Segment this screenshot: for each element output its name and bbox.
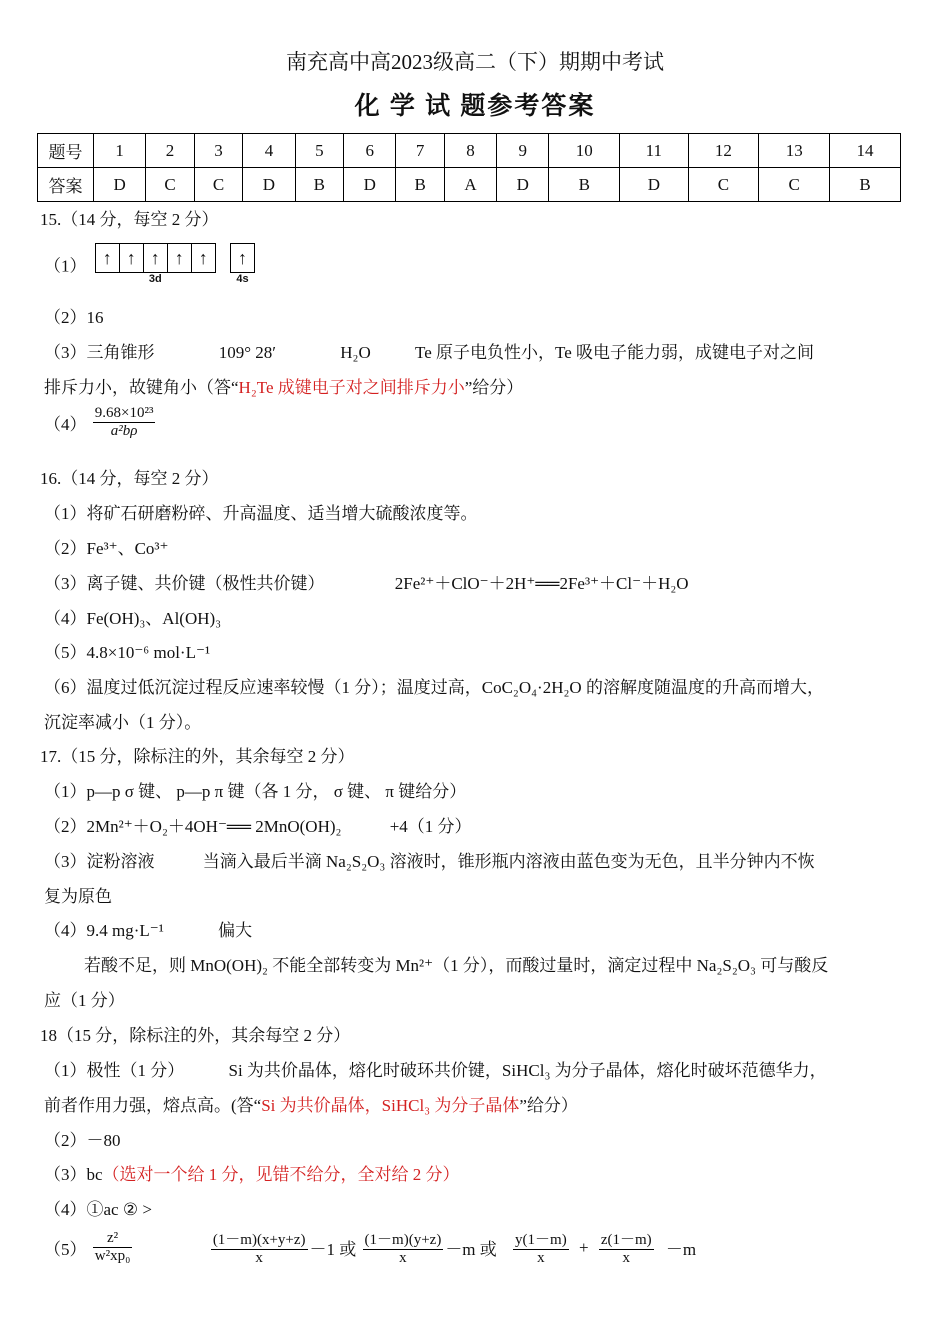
q17-p2-equation: （2）2Mn²⁺＋O₂＋4OH⁻══ 2MnO(OH)₂ xyxy=(44,817,342,836)
q17-p3-endpoint: 当滴入最后半滴 Na₂S₂O₃ 溶液时，锥形瓶内溶液由蓝色变为无色，且半分钟内不恢 xyxy=(202,852,815,871)
q18-p5-fraction-2 xyxy=(211,1228,308,1267)
q15-p4-fraction xyxy=(93,405,156,440)
q15-part3-line1 xyxy=(44,338,814,363)
q16-p3-bonds: （3）离子键、共价键（极性共价键） xyxy=(44,574,325,593)
q17-part4-explain-line2: 应（1 分） xyxy=(44,991,125,1010)
q16-part6-line2: 沉淀率减小（1 分）。 xyxy=(44,713,202,732)
fraction-denominator: w²xp₀ xyxy=(94,1248,131,1264)
q17-p4-error: 偏大 xyxy=(218,921,253,940)
q16-part5: （5）4.8×10⁻⁶ mol·L⁻¹ xyxy=(44,643,211,662)
q18-p5-label: （5） xyxy=(44,1240,87,1259)
q17-part4-explain-line1: 若酸不足，则 MnO(OH)₂ 不能全部转变为 Mn²⁺（1 分），而酸过量时，滴定过程中 Na₂S₂O₃ 可与酸反 xyxy=(84,956,829,975)
answer-cell: C xyxy=(146,168,195,202)
q15-p4-label: （4） xyxy=(44,415,87,434)
answer-key-title: 化 学 试 题参考答案 xyxy=(354,93,596,120)
q18-p5-fraction-1 xyxy=(93,1230,133,1265)
q17-heading: 17.（15 分，除标注的外，其余每空 2 分） xyxy=(40,747,355,766)
orbital-box: ↑ xyxy=(144,244,168,272)
answer-cell: D xyxy=(497,168,549,202)
orbital-4s-label: 4s xyxy=(236,273,249,285)
q18-p5-tail-2: －m 或 xyxy=(445,1240,497,1259)
q17-part4 xyxy=(44,916,252,941)
orbital-box: ↑ xyxy=(96,244,120,272)
q18-p1-end: ”给分） xyxy=(519,1096,578,1115)
orbital-3d xyxy=(95,243,216,285)
orbital-box: ↑ xyxy=(238,248,247,268)
q17-part2 xyxy=(44,812,472,837)
q16-part4: （4）Fe(OH)₃、Al(OH)₃ xyxy=(44,609,222,628)
q15-part2: （2）16 xyxy=(44,308,104,327)
q16-p3-equation: 2Fe²⁺＋ClO⁻＋2H⁺══2Fe³⁺＋Cl⁻＋H₂O xyxy=(394,574,689,593)
q18-part1-line2 xyxy=(44,1091,578,1116)
q15-p3-formula: H₂O xyxy=(340,343,371,362)
q15-part1 xyxy=(44,243,255,285)
q15-part3-line2 xyxy=(44,373,523,398)
fraction-numerator: y(1－m) xyxy=(513,1228,569,1250)
answer-cell: D xyxy=(620,168,688,202)
fraction-denominator: x xyxy=(537,1250,545,1266)
fraction-numerator: z(1－m) xyxy=(599,1228,654,1250)
answer-cell: A xyxy=(444,168,496,202)
q18-part1-line1 xyxy=(44,1056,827,1081)
qnum-cell: 13 xyxy=(759,134,830,168)
fraction-numerator: 9.68×10²³ xyxy=(94,405,154,421)
q18-p5-fraction-3 xyxy=(363,1228,444,1267)
fraction-numerator: (1－m)(y+z) xyxy=(363,1228,444,1250)
answer-row xyxy=(38,168,901,202)
q17-part1: （1）p—p σ 键、 p—p π 键（各 1 分， σ 键、 π 键给分） xyxy=(44,782,467,801)
q18-p1-reason: Si 为共价晶体，熔化时破环共价键，SiHCl₃ 为分子晶体，熔化时破坏范德华力， xyxy=(228,1061,827,1080)
qnum-cell: 10 xyxy=(549,134,620,168)
orbital-box: ↑ xyxy=(168,244,192,272)
qnum-cell: 11 xyxy=(620,134,688,168)
fraction-denominator: x xyxy=(622,1250,630,1266)
q15-heading: 15.（14 分，每空 2 分） xyxy=(40,210,219,229)
q18-p1-highlight: Si 为共价晶体，SiHCl₃ 为分子晶体 xyxy=(261,1096,520,1115)
row-label-answer: 答案 xyxy=(38,168,94,202)
answer-cell: C xyxy=(759,168,830,202)
orbital-4s xyxy=(230,243,255,285)
q15-p3-cont: 排斥力小，故键角小（答“ xyxy=(44,378,239,397)
q18-part2: （2）－80 xyxy=(44,1131,121,1150)
q18-part3 xyxy=(44,1160,460,1185)
q17-p4-value: （4）9.4 mg·L⁻¹ xyxy=(44,921,164,940)
q17-p3-indicator: （3）淀粉溶液 xyxy=(44,852,155,871)
q18-part4: （4）①ac ② > xyxy=(44,1200,152,1219)
answer-table xyxy=(37,133,901,202)
qnum-cell: 14 xyxy=(830,134,901,168)
question-number-row xyxy=(38,134,901,168)
qnum-cell: 7 xyxy=(396,134,445,168)
q17-part3-line1 xyxy=(44,847,815,872)
q15-p3-shape: （3）三角锥形 xyxy=(44,343,155,362)
exam-title: 南充高中高2023级高二（下）期期中考试 xyxy=(286,50,664,74)
orbital-box: ↑ xyxy=(198,248,208,268)
q15-p1-label: （1） xyxy=(44,256,87,276)
q18-p1-answer: （1）极性（1 分） xyxy=(44,1061,185,1080)
fraction-denominator: x xyxy=(255,1250,263,1266)
qnum-cell: 12 xyxy=(688,134,759,168)
q16-heading: 16.（14 分，每空 2 分） xyxy=(40,469,219,488)
fraction-numerator: (1－m)(x+y+z) xyxy=(211,1228,308,1250)
q18-p5-tail-3: －m xyxy=(665,1240,697,1259)
answer-cell: B xyxy=(549,168,620,202)
answer-cell: D xyxy=(94,168,146,202)
fraction-denominator: a²bρ xyxy=(110,423,138,439)
answer-cell: C xyxy=(688,168,759,202)
orbital-3d-label: 3d xyxy=(148,273,162,285)
qnum-cell: 9 xyxy=(497,134,549,168)
qnum-cell: 3 xyxy=(194,134,243,168)
q16-part6-line1: （6）温度过低沉淀过程反应速率较慢（1 分）；温度过高，CoC₂O₄·2H₂O 的溶解度随温度的升高而增大， xyxy=(44,678,824,697)
q17-part3-line2: 复为原色 xyxy=(44,887,112,906)
q15-p3-angle: 109° 28′ xyxy=(218,343,277,362)
q18-p5-fraction-4 xyxy=(513,1228,569,1267)
q18-p3-answer: （3）bc xyxy=(44,1165,103,1184)
q15-part4 xyxy=(44,405,157,440)
row-label-number: 题号 xyxy=(38,134,94,168)
q15-p3-reason: Te 原子电负性小，Te 吸电子能力弱，成键电子对之间 xyxy=(415,343,814,362)
q17-p2-valence: +4（1 分） xyxy=(389,817,472,836)
qnum-cell: 1 xyxy=(94,134,146,168)
q16-part1: （1）将矿石研磨粉碎、升高温度、适当增大硫酸浓度等。 xyxy=(44,504,478,523)
q16-part3 xyxy=(44,569,689,594)
q18-p3-note: （选对一个给 1 分，见错不给分，全对给 2 分） xyxy=(102,1165,460,1184)
answer-cell: B xyxy=(830,168,901,202)
q18-p1-cont: 前者作用力强，熔点高。(答“ xyxy=(44,1096,262,1115)
q18-p5-plus: + xyxy=(578,1237,589,1257)
q18-part5 xyxy=(44,1228,696,1267)
answer-cell: D xyxy=(243,168,295,202)
q16-part2: （2）Fe³⁺、Co³⁺ xyxy=(44,539,169,558)
qnum-cell: 6 xyxy=(344,134,396,168)
fraction-numerator: z² xyxy=(106,1230,119,1246)
orbital-box: ↑ xyxy=(120,244,144,272)
q18-p5-tail-1: －1 或 xyxy=(309,1240,357,1259)
answer-cell: D xyxy=(344,168,396,202)
q15-p3-end: ”给分） xyxy=(464,378,524,397)
answer-cell: C xyxy=(194,168,243,202)
q18-heading: 18（15 分，除标注的外，其余每空 2 分） xyxy=(40,1026,351,1045)
q15-p3-highlight: H₂Te 成键电子对之间排斥力小 xyxy=(238,378,465,397)
answer-cell: B xyxy=(396,168,445,202)
qnum-cell: 5 xyxy=(295,134,344,168)
qnum-cell: 4 xyxy=(243,134,295,168)
answer-cell: B xyxy=(295,168,344,202)
q18-p5-fraction-5 xyxy=(599,1228,654,1267)
qnum-cell: 2 xyxy=(146,134,195,168)
fraction-denominator: x xyxy=(399,1250,407,1266)
qnum-cell: 8 xyxy=(444,134,496,168)
